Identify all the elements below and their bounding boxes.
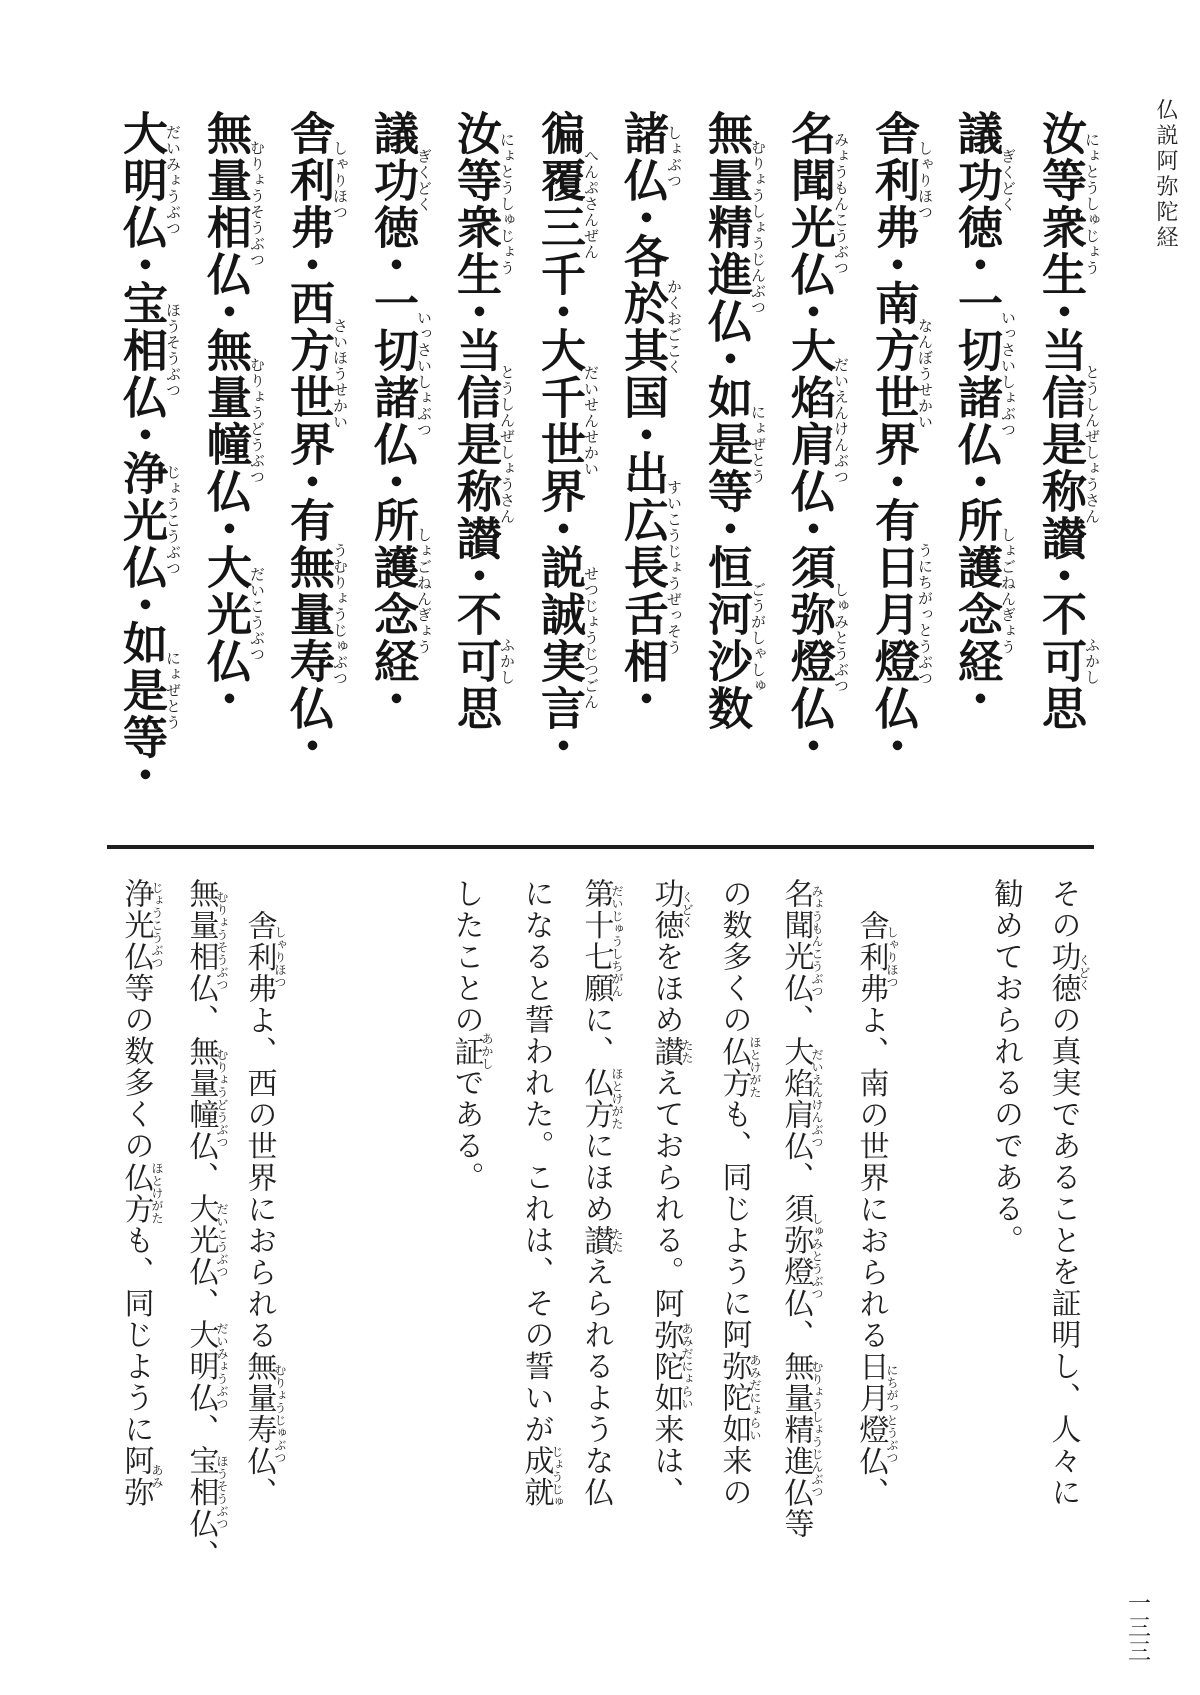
sutra-column [116, 110, 180, 799]
separator-dot: ・ [617, 676, 667, 723]
ruby-text-segment: 議功徳ぎくどく [367, 110, 431, 251]
ruby-text-segment: 無量精進仏むりょうしょうじんぶつ [779, 1350, 824, 1508]
ruby-text-segment: 讃たた [649, 1035, 694, 1067]
ruby-text-segment: 無量幢仏むりょうどうぶつ [184, 1035, 229, 1162]
ruby-text-segment: 不可思ふかし [450, 591, 514, 732]
ruby-text-segment: 無量精進仏むりょうしょうじんぶつ [701, 110, 765, 345]
separator-dot: ・ [116, 582, 166, 629]
ruby-text-segment: 議功徳ぎくどく [951, 110, 1015, 251]
translation-column [718, 878, 761, 1508]
separator-dot: ・ [868, 723, 918, 770]
ruby-text-segment: 無量相仏むりょうそうぶつ [200, 110, 264, 298]
ruby-text-segment: 舎利弗しゃりほつ [242, 910, 287, 1005]
sutra-column [868, 110, 932, 770]
text-segment: になると誓われた。これは、その誓いが [519, 878, 553, 1445]
separator-dot: ・ [951, 676, 1001, 723]
text-segment: も、同じように [717, 1098, 751, 1319]
translation-column [520, 878, 563, 1508]
ruby-text-segment: 名聞光仏みょうもんこうぶつ [779, 878, 824, 1004]
ruby-text-segment: 如是等にょぜとう [116, 620, 180, 761]
separator-dot: ・ [367, 676, 417, 723]
separator-dot: ・ [534, 289, 584, 336]
separator-dot: ・ [534, 723, 584, 770]
text-segment: したことの [449, 878, 483, 1036]
sutra-column [1036, 110, 1099, 732]
text-segment: 、 [184, 1004, 218, 1036]
ruby-text-segment: 大光仏だいこうぶつ [200, 544, 264, 685]
ruby-text-segment: 諸仏しょぶつ [617, 110, 681, 204]
ruby-text-segment: 南方世界なんぼうせかい [868, 280, 932, 468]
section-divider [107, 845, 1094, 849]
page-number: 一三三 [1125, 1591, 1150, 1663]
ruby-text-segment: 不可思ふかし [1035, 591, 1099, 732]
text-segment: の [717, 1476, 751, 1508]
separator-dot: ・ [701, 336, 751, 383]
ruby-text-segment: 第十七願だいじゅうしちがん [579, 878, 624, 1004]
ruby-text-segment: 当信是称讃とうしんぜしょうさん [1035, 327, 1099, 562]
translation-column [780, 878, 823, 1540]
ruby-text-segment: 舎利弗しゃりほつ [283, 110, 347, 251]
text-segment: 、 [184, 1413, 218, 1445]
translation-column [243, 878, 286, 1509]
ruby-text-segment: 宝相仏ほうそうぶつ [116, 280, 180, 421]
page-header-title: 仏説阿弥陀経 [1154, 98, 1179, 251]
text-segment: 、 [854, 1477, 888, 1509]
ruby-text-segment: 汝等衆生にょとうしゅじょう [1035, 110, 1099, 298]
ruby-text-segment: 浄光仏じょうこうぶつ [116, 450, 180, 591]
ruby-text-segment: 宝相仏ほうそうぶつ [184, 1445, 229, 1540]
translation-column [990, 878, 1022, 1256]
ruby-text-segment: 名聞光仏みょうもんこうぶつ [784, 110, 848, 298]
ruby-text-segment: 証あかし [449, 1032, 494, 1070]
ruby-text-segment: 当信是称讃とうしんぜしょうさん [450, 327, 514, 562]
sutra-column [702, 110, 765, 732]
separator-dot: ・ [367, 242, 417, 289]
separator-dot: ・ [283, 242, 333, 289]
ruby-text-segment: 大焰肩仏だいえんけんぶつ [784, 327, 848, 515]
ruby-text-segment: 所護念経しょごねんぎょう [951, 497, 1015, 685]
translation-column [855, 878, 898, 1509]
separator-dot: ・ [200, 676, 250, 723]
text-segment: は、 [649, 1445, 683, 1508]
text-segment: 等の数多くの [119, 972, 153, 1162]
translation-column [450, 878, 493, 1193]
ruby-text-segment: 無量寿仏むりょうじゅぶつ [242, 1351, 287, 1477]
ruby-text-segment: 阿弥陀如来あみだにょらい [717, 1319, 762, 1477]
translation-column [120, 878, 163, 1508]
separator-dot: ・ [951, 459, 1001, 506]
separator-dot: ・ [617, 412, 667, 459]
separator-dot: ・ [1035, 553, 1085, 600]
ruby-text-segment: 須弥燈仏しゅみとうぶつ [779, 1193, 824, 1319]
text-segment: をほめ [649, 941, 683, 1036]
text-segment: にほめ [579, 1130, 613, 1225]
ruby-text-segment: 一切諸仏いっさいしょぶつ [951, 280, 1015, 468]
separator-dot: ・ [116, 412, 166, 459]
separator-dot: ・ [450, 553, 500, 600]
separator-dot: ・ [200, 506, 250, 553]
ruby-text-segment: 浄光仏じょうこうぶつ [119, 878, 164, 973]
ruby-text-segment: 如是等にょぜとう [701, 374, 765, 515]
ruby-text-segment: 無量幢仏むりょうどうぶつ [200, 327, 264, 515]
translation-column [1047, 878, 1090, 1508]
separator-dot: ・ [784, 506, 834, 553]
ruby-text-segment: 仏方ほとけがた [579, 1067, 624, 1130]
text-segment: 勧めておられるのである。 [989, 878, 1022, 1256]
ruby-text-segment: 大千世界だいせんせかい [534, 327, 598, 515]
separator-dot: ・ [1035, 289, 1085, 336]
text-segment: も、同じように [119, 1224, 153, 1445]
separator-dot: ・ [951, 242, 1001, 289]
ruby-text-segment: 説誠実言せつじょうじつごん [534, 544, 598, 732]
text-segment: 、 [242, 1477, 276, 1509]
sutra-column [534, 110, 598, 770]
text-segment: よ、南の世界におられる [854, 1004, 888, 1351]
ruby-text-segment: 大焰肩仏だいえんけんぶつ [779, 1035, 824, 1162]
ruby-text-segment: 成就じょうじゅ [519, 1445, 564, 1508]
translation-column [580, 878, 623, 1508]
text-segment: よ、西の世界におられる [242, 1004, 276, 1351]
ruby-text-segment: 出広長舌相すいこうじょうぜっそう [617, 450, 681, 685]
text-segment: 、 [184, 1161, 218, 1193]
ruby-text-segment: 須弥燈仏しゅみとうぶつ [784, 544, 848, 732]
text-segment: 、 [184, 1539, 218, 1571]
ruby-text-segment: 阿弥あみ [119, 1445, 164, 1508]
ruby-text-segment: 舎利弗しゃりほつ [854, 910, 899, 1005]
separator-dot: ・ [367, 459, 417, 506]
ruby-text-segment: 大明仏だいみょうぶつ [184, 1319, 229, 1414]
ruby-text-segment: 各於其国かくおごこく [617, 233, 681, 421]
ruby-text-segment: 仏方ほとけがた [119, 1161, 164, 1225]
text-segment: に、 [579, 1004, 613, 1067]
text-segment: 、 [779, 1161, 813, 1193]
ruby-text-segment: 所護念経しょごねんぎょう [367, 497, 431, 685]
translation-column [185, 878, 228, 1571]
ruby-text-segment: 大光仏だいこうぶつ [184, 1193, 229, 1288]
text-segment: 、 [779, 1319, 813, 1351]
ruby-text-segment: 阿弥陀如来あみだにょらい [649, 1287, 694, 1445]
ruby-text-segment: 讃たた [579, 1224, 624, 1256]
separator-dot: ・ [784, 723, 834, 770]
sutra-column [951, 110, 1015, 723]
text-segment: 、 [779, 1004, 813, 1036]
ruby-text-segment: 舎利弗しゃりほつ [868, 110, 932, 251]
separator-dot: ・ [868, 242, 918, 289]
ruby-text-segment: 徧覆三千へんぷさんぜん [534, 110, 598, 298]
separator-dot: ・ [784, 289, 834, 336]
ruby-text-segment: 日月燈仏にちがっとうぶつ [854, 1351, 899, 1477]
text-segment: 、 [184, 1287, 218, 1319]
separator-dot: ・ [200, 289, 250, 336]
ruby-text-segment: 無量相仏むりょうそうぶつ [184, 878, 229, 1004]
translation-column [650, 878, 693, 1508]
sutra-column [784, 110, 848, 770]
ruby-text-segment: 恒河沙数ごうがしゃしゅ [701, 544, 765, 732]
ruby-text-segment: 功徳くどく [1046, 941, 1091, 1004]
separator-dot: ・ [283, 723, 333, 770]
sutra-column [367, 110, 431, 723]
text-segment: である。 [449, 1067, 483, 1193]
sutra-column [451, 110, 514, 732]
text-segment: の真実であることを証明し、人々に [1046, 1004, 1080, 1508]
ruby-text-segment: 功徳くどく [649, 878, 694, 941]
ruby-text-segment: 仏方ほとけがた [717, 1035, 762, 1099]
sutra-column [617, 110, 681, 723]
ruby-text-segment: 汝等衆生にょとうしゅじょう [450, 110, 514, 298]
text-segment: えておられる。 [649, 1067, 683, 1288]
ruby-text-segment: 有日月燈仏うにちがっとうぶつ [868, 497, 932, 732]
text-segment: の数多くの [717, 878, 751, 1036]
separator-dot: ・ [116, 752, 166, 799]
text-segment: その [1046, 878, 1080, 941]
ruby-text-segment: 有無量寿仏うむりょうじゅぶつ [283, 497, 347, 732]
ruby-text-segment: 一切諸仏いっさいしょぶつ [367, 280, 431, 468]
separator-dot: ・ [868, 459, 918, 506]
text-segment: えられるような仏 [579, 1256, 613, 1508]
sutra-column [200, 110, 264, 723]
separator-dot: ・ [283, 459, 333, 506]
separator-dot: ・ [450, 289, 500, 336]
separator-dot: ・ [534, 506, 584, 553]
ruby-text-segment: 西方世界さいほうせかい [283, 280, 347, 468]
separator-dot: ・ [116, 242, 166, 289]
text-segment: 等 [779, 1508, 813, 1540]
separator-dot: ・ [701, 506, 751, 553]
separator-dot: ・ [617, 195, 667, 242]
ruby-text-segment: 大明仏だいみょうぶつ [116, 110, 180, 251]
sutra-column [283, 110, 347, 770]
